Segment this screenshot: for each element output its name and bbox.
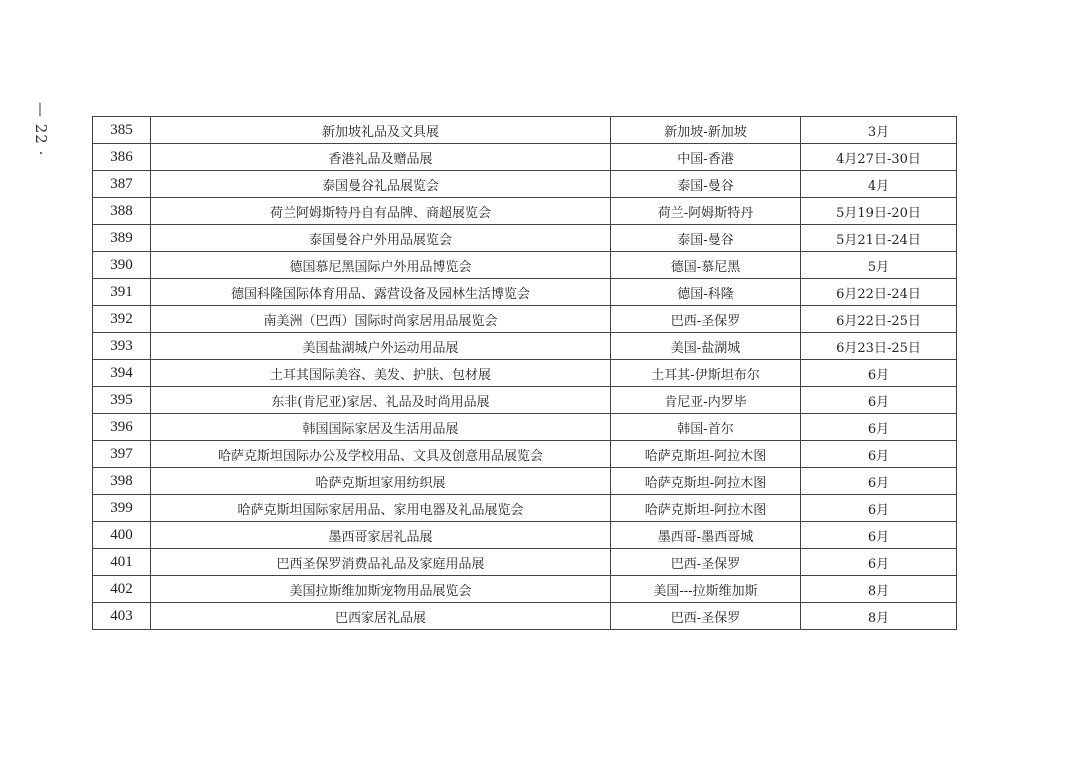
exhibition-name-cell: 德国科隆国际体育用品、露营设备及园林生活博览会	[151, 279, 611, 306]
row-number-cell: 385	[93, 117, 151, 144]
exhibition-name-cell: 南美洲（巴西）国际时尚家居用品展览会	[151, 306, 611, 333]
date-cell: 5月	[801, 252, 957, 279]
date-cell: 5月19日-20日	[801, 198, 957, 225]
location-cell: 德国-慕尼黑	[611, 252, 801, 279]
row-number-cell: 389	[93, 225, 151, 252]
date-cell: 6月23日-25日	[801, 333, 957, 360]
location-cell: 德国-科隆	[611, 279, 801, 306]
location-cell: 韩国-首尔	[611, 414, 801, 441]
date-cell: 6月	[801, 522, 957, 549]
date-cell: 6月	[801, 441, 957, 468]
date-cell: 6月	[801, 387, 957, 414]
table-row	[93, 225, 957, 252]
table-row	[93, 576, 957, 603]
location-cell: 巴西-圣保罗	[611, 603, 801, 630]
row-number-cell: 396	[93, 414, 151, 441]
location-cell: 土耳其-伊斯坦布尔	[611, 360, 801, 387]
location-cell: 中国-香港	[611, 144, 801, 171]
date-cell: 6月	[801, 468, 957, 495]
row-number-cell: 397	[93, 441, 151, 468]
location-cell: 巴西-圣保罗	[611, 549, 801, 576]
exhibition-name-cell: 哈萨克斯坦国际办公及学校用品、文具及创意用品展览会	[151, 441, 611, 468]
exhibition-name-cell: 美国拉斯维加斯宠物用品展览会	[151, 576, 611, 603]
exhibition-name-cell: 泰国曼谷户外用品展览会	[151, 225, 611, 252]
date-cell: 3月	[801, 117, 957, 144]
row-number-cell: 386	[93, 144, 151, 171]
date-cell: 8月	[801, 576, 957, 603]
location-cell: 哈萨克斯坦-阿拉木图	[611, 495, 801, 522]
location-cell: 美国-盐湖城	[611, 333, 801, 360]
date-cell: 6月	[801, 360, 957, 387]
location-cell: 巴西-圣保罗	[611, 306, 801, 333]
table-body	[93, 117, 957, 630]
row-number-cell: 395	[93, 387, 151, 414]
table-row	[93, 549, 957, 576]
table-row	[93, 198, 957, 225]
location-cell: 新加坡-新加坡	[611, 117, 801, 144]
exhibition-name-cell: 巴西圣保罗消费品礼品及家庭用品展	[151, 549, 611, 576]
table-row	[93, 144, 957, 171]
location-cell: 泰国-曼谷	[611, 225, 801, 252]
date-cell: 6月22日-24日	[801, 279, 957, 306]
exhibition-name-cell: 泰国曼谷礼品展览会	[151, 171, 611, 198]
row-number-cell: 401	[93, 549, 151, 576]
table-row	[93, 414, 957, 441]
exhibition-name-cell: 荷兰阿姆斯特丹自有品牌、商超展览会	[151, 198, 611, 225]
row-number-cell: 392	[93, 306, 151, 333]
date-cell: 4月27日-30日	[801, 144, 957, 171]
exhibition-name-cell: 哈萨克斯坦家用纺织展	[151, 468, 611, 495]
row-number-cell: 394	[93, 360, 151, 387]
table-row	[93, 495, 957, 522]
exhibition-name-cell: 新加坡礼品及文具展	[151, 117, 611, 144]
table-row	[93, 360, 957, 387]
exhibition-name-cell: 德国慕尼黑国际户外用品博览会	[151, 252, 611, 279]
table-row	[93, 387, 957, 414]
row-number-cell: 393	[93, 333, 151, 360]
row-number-cell: 399	[93, 495, 151, 522]
exhibition-name-cell: 墨西哥家居礼品展	[151, 522, 611, 549]
date-cell: 8月	[801, 603, 957, 630]
row-number-cell: 400	[93, 522, 151, 549]
table-row	[93, 522, 957, 549]
exhibition-name-cell: 香港礼品及赠品展	[151, 144, 611, 171]
location-cell: 墨西哥-墨西哥城	[611, 522, 801, 549]
date-cell: 6月	[801, 549, 957, 576]
table-row	[93, 603, 957, 630]
date-cell: 6月	[801, 495, 957, 522]
location-cell: 荷兰-阿姆斯特丹	[611, 198, 801, 225]
table-row	[93, 468, 957, 495]
row-number-cell: 388	[93, 198, 151, 225]
row-number-cell: 387	[93, 171, 151, 198]
table-row	[93, 441, 957, 468]
location-cell: 哈萨克斯坦-阿拉木图	[611, 468, 801, 495]
exhibition-name-cell: 哈萨克斯坦国际家居用品、家用电器及礼品展览会	[151, 495, 611, 522]
table-row	[93, 252, 957, 279]
row-number-cell: 391	[93, 279, 151, 306]
location-cell: 泰国-曼谷	[611, 171, 801, 198]
table-row	[93, 171, 957, 198]
row-number-cell: 403	[93, 603, 151, 630]
exhibition-table	[92, 116, 957, 630]
table-row	[93, 117, 957, 144]
exhibition-name-cell: 土耳其国际美容、美发、护肤、包材展	[151, 360, 611, 387]
date-cell: 6月	[801, 414, 957, 441]
location-cell: 美国---拉斯维加斯	[611, 576, 801, 603]
page-number-label: — 22 ·	[32, 102, 50, 157]
row-number-cell: 390	[93, 252, 151, 279]
date-cell: 4月	[801, 171, 957, 198]
location-cell: 肯尼亚-内罗毕	[611, 387, 801, 414]
table-row	[93, 333, 957, 360]
table-row	[93, 306, 957, 333]
date-cell: 6月22日-25日	[801, 306, 957, 333]
exhibition-name-cell: 东非(肯尼亚)家居、礼品及时尚用品展	[151, 387, 611, 414]
table-row	[93, 279, 957, 306]
row-number-cell: 398	[93, 468, 151, 495]
exhibition-name-cell: 巴西家居礼品展	[151, 603, 611, 630]
date-cell: 5月21日-24日	[801, 225, 957, 252]
row-number-cell: 402	[93, 576, 151, 603]
exhibition-name-cell: 韩国国际家居及生活用品展	[151, 414, 611, 441]
exhibition-name-cell: 美国盐湖城户外运动用品展	[151, 333, 611, 360]
location-cell: 哈萨克斯坦-阿拉木图	[611, 441, 801, 468]
page-number	[32, 96, 50, 157]
